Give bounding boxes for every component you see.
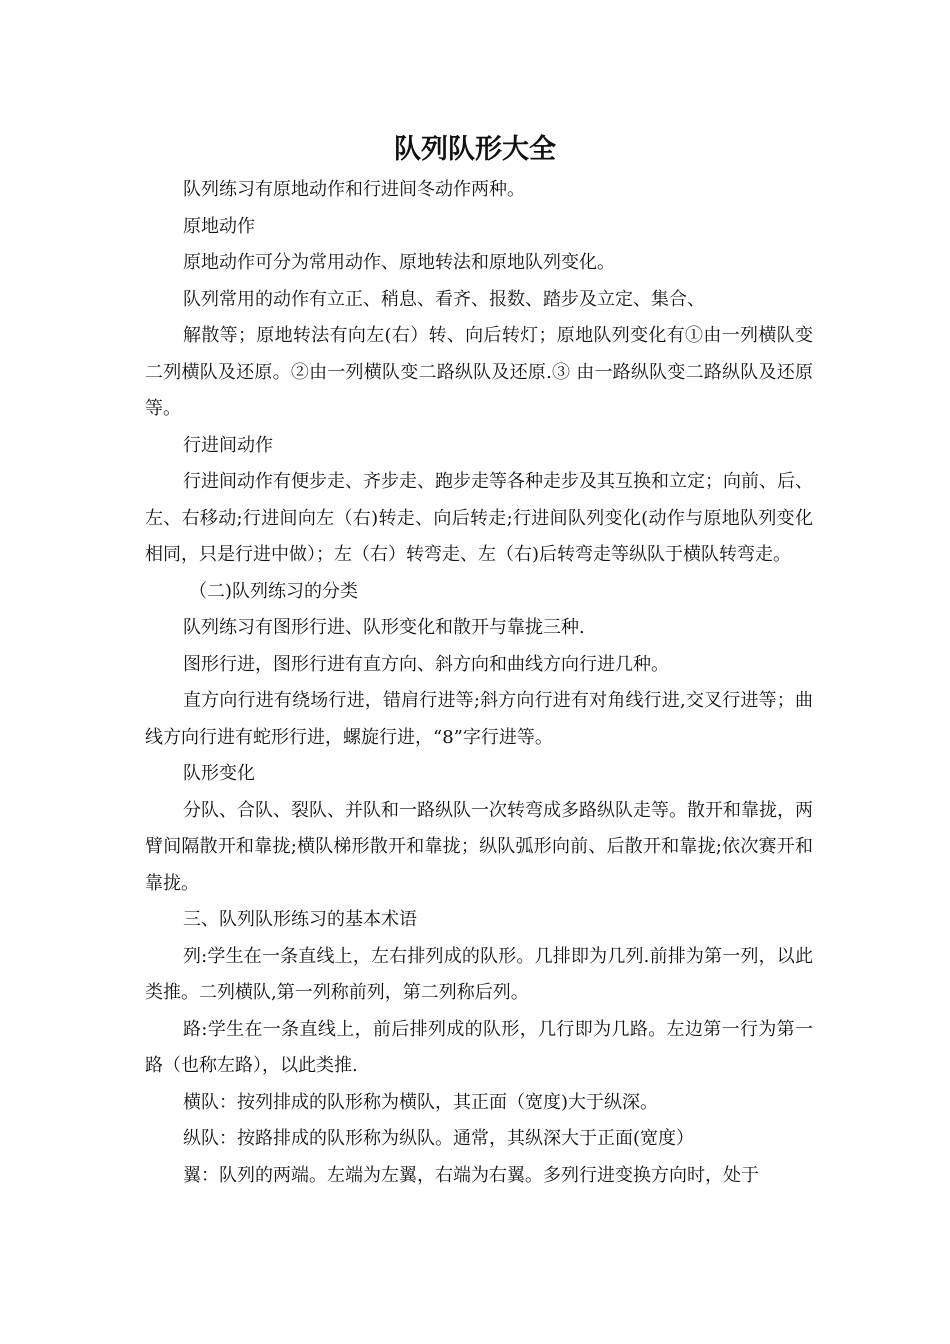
paragraph-6: 行进间动作 (183, 434, 273, 456)
paragraph-8: （二)队列练习的分类 (189, 580, 359, 602)
paragraph-12: 队形变化 (183, 763, 255, 784)
paragraph-7: 行进间动作有便步走、齐步走、跑步走等各种走步及其互换和立定；向前、后、左、右移动;行进间向左（右)转走、向后转走;行进间队列变化(动作与原地队列变化相同，只是行进中做）；左（右）转弯走、左（右)后转弯走等纵队于横队转弯走。 (145, 471, 813, 565)
paragraph-15: 列:学生在一条直线上，左右排列成的队形。几排即为几列.前排为第一列，以此类推。二列横队,第一列称前列，第二列称后列。 (145, 945, 813, 1003)
paragraph-3: 原地动作可分为常用动作、原地转法和原地队列变化。 (183, 252, 615, 273)
paragraph-10: 图形行进，图形行进有直方向、斜方向和曲线方向行进几种。 (183, 653, 669, 675)
paragraph-19: 翼：队列的两端。左端为左翼，右端为右翼。多列行进变换方向时，处于 (183, 1164, 759, 1186)
paragraph-16: 路:学生在一条直线上，前后排列成的队形，几行即为几路。左边第一行为第一路（也称左路），以此类推. (145, 1018, 813, 1076)
paragraph-14: 三、队列队形练习的基本术语 (183, 909, 417, 930)
paragraph-11: 直方向行进有绕场行进，错肩行进等;斜方向行进有对角线行进,交叉行进等；曲线方向行进有蛇形行进，螺旋行进，“8”字行进等。 (145, 690, 813, 748)
document-title: 队列队形大全 (394, 134, 556, 165)
paragraph-4: 队列常用的动作有立正、稍息、看齐、报数、踏步及立定、集合、 (183, 288, 705, 310)
paragraph-17: 横队：按列排成的队形称为横队，其正面（宽度)大于纵深。 (183, 1091, 659, 1113)
paragraph-13: 分队、合队、裂队、并队和一路纵队一次转弯成多路纵队走等。散开和靠拢，两臂间隔散开和靠拢;横队梯形散开和靠拢；纵队弧形向前、后散开和靠拢;依次赛开和靠拢。 (145, 799, 813, 894)
paragraph-1: 队列练习有原地动作和行进间冬动作两种。 (183, 179, 525, 200)
paragraph-9: 队列练习有图形行进、队形变化和散开与靠拢三种. (183, 617, 585, 638)
paragraph-18: 纵队：按路排成的队形称为纵队。通常，其纵深大于正面(宽度） (183, 1128, 695, 1149)
paragraph-5: 解散等；原地转法有向左(右）转、向后转灯；原地队列变化有①由一列横队变二列横队及还原。②由一列横队变二路纵队及还原.③ 由一路纵队变二路纵队及还原等。 (145, 325, 813, 419)
paragraph-2: 原地动作 (183, 215, 255, 237)
document-body (145, 172, 813, 1194)
